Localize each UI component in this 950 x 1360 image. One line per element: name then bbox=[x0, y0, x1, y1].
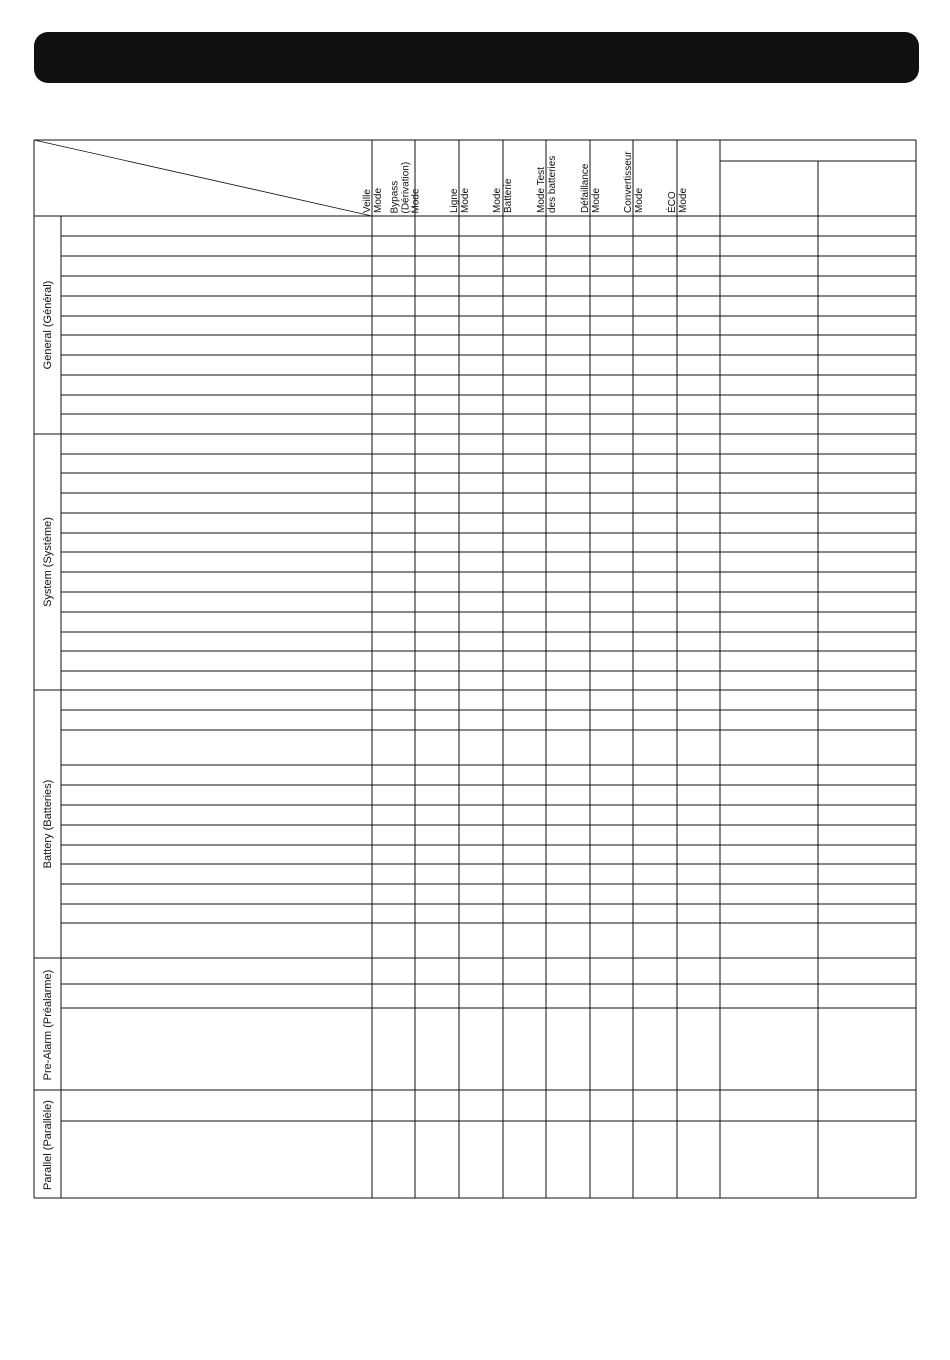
corner-diagonal-line bbox=[34, 140, 372, 216]
